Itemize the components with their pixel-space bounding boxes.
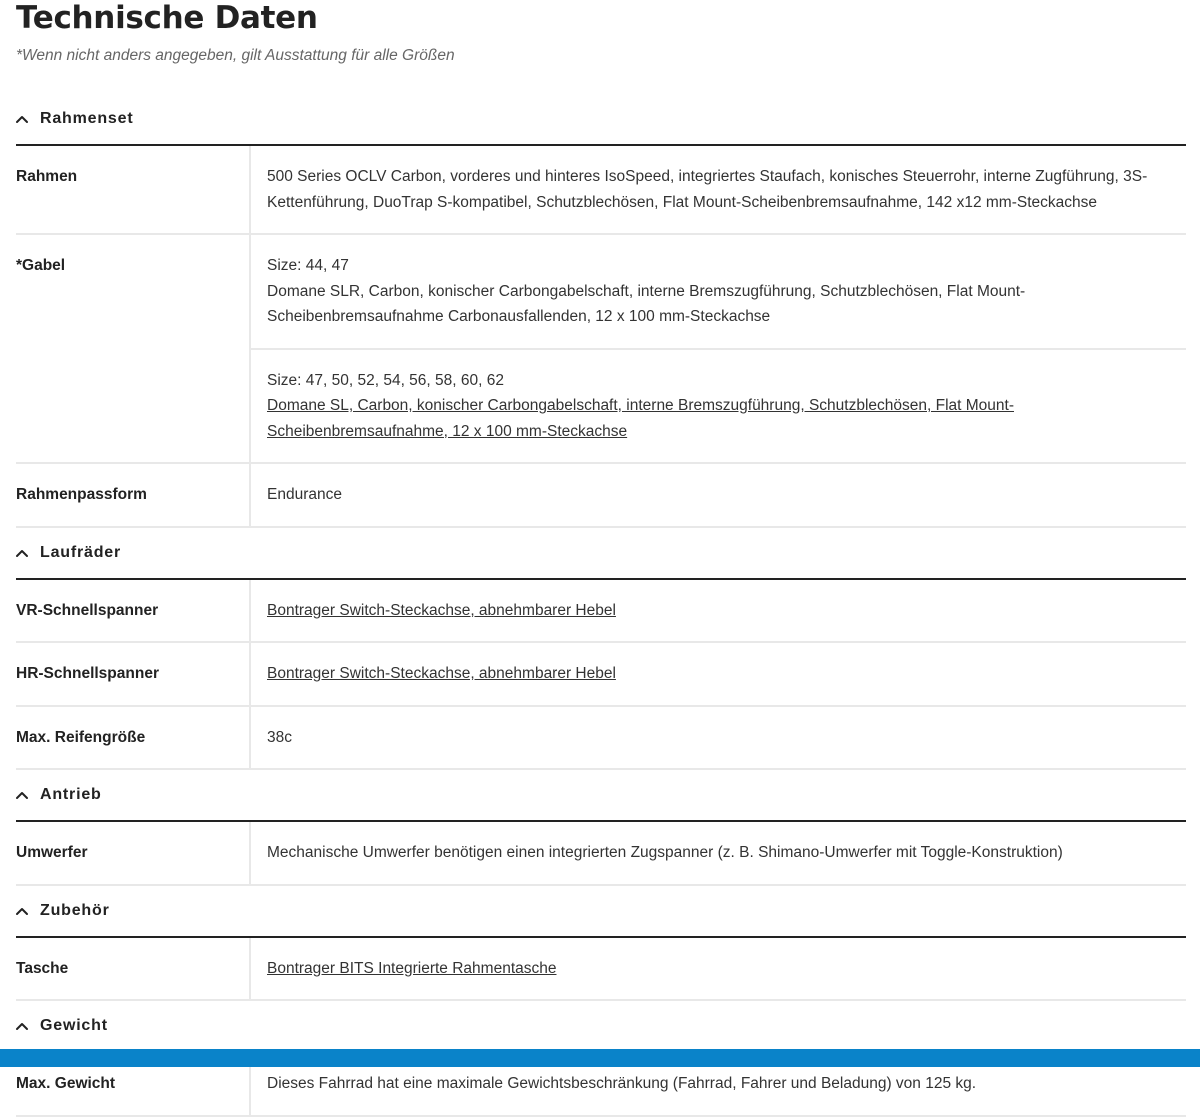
spec-label: HR-Schnellspanner (16, 643, 251, 705)
spec-value (251, 464, 1186, 526)
spec-label: Umwerfer (16, 822, 251, 884)
chevron-up-icon (16, 901, 40, 921)
chevron-up-icon (16, 785, 40, 805)
spec-row (16, 643, 1186, 707)
spec-values (251, 643, 1186, 705)
spec-value (251, 348, 1186, 463)
spec-label: Max. Reifengröße (16, 707, 251, 769)
spec-row (16, 235, 1186, 464)
spec-label: *Gabel (16, 235, 251, 462)
section-title: Laufräder (40, 543, 121, 561)
chevron-up-icon (16, 543, 40, 563)
spec-text: Mechanische Umwerfer benötigen einen integrierten Zugspanner (z. B. Shimano-Umwerfer mit Toggle-Konstruktion) (267, 844, 1063, 861)
spec-row (16, 580, 1186, 644)
spec-value (251, 643, 1186, 705)
spec-value (251, 822, 1186, 884)
spec-row (16, 938, 1186, 1002)
tech-specs (16, 0, 1186, 1117)
spec-sections (16, 94, 1186, 1117)
section-header[interactable] (16, 770, 1186, 822)
spec-text: Domane SLR, Carbon, konischer Carbongabelschaft, interne Bremszugführung, Schutzblechösen, Flat Mount-Scheibenbremsaufnahme Carbonausfallenden, 12 x 100 mm-Steckachse (267, 282, 1026, 325)
spec-link[interactable]: Domane SL, Carbon, konischer Carbongabelschaft, interne Bremszugführung, Schutzblechösen, Flat Mount-Scheibenbremsaufnahme, 12 x 100 mm-Steckachse (267, 397, 1014, 440)
section-title: Zubehör (40, 901, 110, 919)
spec-value (251, 707, 1186, 769)
section-title: Gewicht (40, 1017, 108, 1034)
spec-label: Tasche (16, 938, 251, 1000)
section-header[interactable] (16, 528, 1186, 580)
spec-values (251, 707, 1186, 769)
chevron-up-icon (16, 109, 40, 129)
spec-values (251, 822, 1186, 884)
spec-values (251, 146, 1186, 233)
spec-label: Max. Gewicht (16, 1053, 251, 1115)
page-subtitle: *Wenn nicht anders angegeben, gilt Ausstattung für alle Größen (16, 47, 455, 64)
spec-row (16, 464, 1186, 528)
spec-values (251, 938, 1186, 1000)
spec-text: 38c (267, 728, 292, 746)
section-header[interactable] (16, 886, 1186, 938)
section-title: Rahmenset (40, 110, 134, 127)
bottom-accent-bar (0, 1049, 1200, 1067)
spec-value (251, 580, 1186, 642)
chevron-up-icon (16, 1016, 40, 1036)
spec-row (16, 822, 1186, 886)
spec-values (251, 235, 1186, 462)
spec-values (251, 464, 1186, 526)
size-label: Size: 47, 50, 52, 54, 56, 58, 60, 62 (267, 371, 504, 389)
spec-value (251, 235, 1186, 348)
spec-row (16, 707, 1186, 771)
spec-text: 500 Series OCLV Carbon, vorderes und hinteres IsoSpeed, integriertes Staufach, konisches Steuerrohr, interne Zugführung, 3S-Kettenführung, DuoTrap S-kompatibel, Schutzblechösen, Flat Mount-Scheibenbremsaufnahme, 142 x12 mm-Steckachse (267, 168, 1148, 211)
spec-link[interactable]: Bontrager BITS Integrierte Rahmentasche (267, 959, 557, 977)
spec-value (251, 146, 1186, 233)
spec-label: VR-Schnellspanner (16, 580, 251, 642)
page-title: Technische Daten (16, 0, 318, 36)
spec-value (251, 938, 1186, 1000)
section-title: Antrieb (40, 786, 102, 803)
spec-text: Dieses Fahrrad hat eine maximale Gewichtsbeschränkung (Fahrrad, Fahrer und Beladung) von 125 kg. (267, 1075, 977, 1092)
section-header[interactable] (16, 1001, 1186, 1053)
spec-values (251, 580, 1186, 642)
section-header[interactable] (16, 94, 1186, 146)
size-label: Size: 44, 47 (267, 257, 349, 274)
spec-text: Endurance (267, 486, 342, 503)
spec-row (16, 146, 1186, 235)
spec-link[interactable]: Bontrager Switch-Steckachse, abnehmbarer Hebel (267, 601, 616, 619)
spec-link[interactable]: Bontrager Switch-Steckachse, abnehmbarer Hebel (267, 665, 616, 682)
spec-label: Rahmenpassform (16, 464, 251, 526)
spec-label: Rahmen (16, 146, 251, 233)
